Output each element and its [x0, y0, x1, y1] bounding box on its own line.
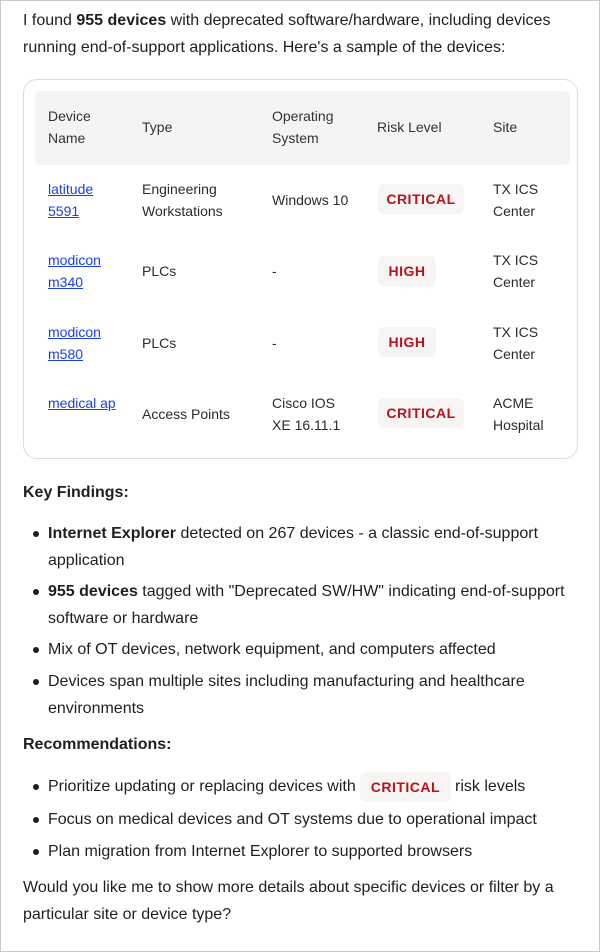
device-site: ACME Hospital — [493, 395, 544, 433]
key-findings-title: Key Findings: — [23, 484, 129, 501]
intro-device-count: 955 devices — [76, 12, 167, 29]
risk-badge: HIGH — [378, 256, 436, 286]
table-header — [35, 91, 570, 165]
bullet-icon — [33, 679, 39, 685]
device-link[interactable]: modicon m340 — [48, 252, 101, 290]
device-type: PLCs — [142, 335, 177, 351]
risk-badge: CRITICAL — [378, 398, 464, 428]
finding-bold: 955 devices — [48, 583, 138, 600]
bullet-icon — [33, 531, 39, 537]
header-type: Type — [142, 119, 173, 135]
device-os: - — [272, 335, 277, 351]
recommendations-title: Recommendations: — [23, 736, 172, 753]
devices-table — [23, 79, 578, 459]
recommendation-text: Plan migration from Internet Explorer to supported browsers — [48, 843, 473, 860]
device-os: - — [272, 263, 277, 279]
header-device-name: Device Name — [48, 108, 91, 146]
device-type: Engineering Workstations — [142, 181, 223, 219]
device-link[interactable]: medical ap — [48, 395, 116, 411]
intro-prefix: I found — [23, 12, 77, 29]
finding-bold: Internet Explorer — [48, 525, 177, 542]
device-type: PLCs — [142, 263, 177, 279]
risk-badge: HIGH — [378, 327, 436, 357]
device-link[interactable]: latitude 5591 — [48, 181, 94, 219]
device-site: TX ICS Center — [493, 324, 539, 362]
device-os: Windows 10 — [272, 192, 349, 208]
bullet-icon — [33, 784, 39, 790]
header-site: Site — [493, 119, 518, 135]
risk-badge: CRITICAL — [378, 184, 464, 214]
recommendation-text: Focus on medical devices and OT systems due to operational impact — [48, 811, 537, 828]
recommendation-text: risk levels — [455, 778, 526, 796]
finding-text: Mix of OT devices, network equipment, and computers affected — [48, 641, 496, 658]
closing-question: Would you like me to show more details about specific devices or filter by a particular site or device type? — [23, 879, 554, 923]
recommendation-text: Prioritize updating or replacing devices with — [48, 778, 356, 796]
device-site: TX ICS Center — [493, 252, 539, 290]
bullet-icon — [33, 849, 39, 855]
finding-text: Devices span multiple sites including manufacturing and healthcare environments — [48, 673, 525, 717]
bullet-icon — [33, 817, 39, 823]
intro-suffix: with deprecated software/hardware, including devices running end-of-support applications. Here's a sample of the devices: — [23, 12, 551, 56]
finding-text: tagged with "Deprecated SW/HW" indicating end-of-support software or hardware — [48, 583, 565, 627]
header-risk-level: Risk Level — [377, 119, 442, 135]
intro-paragraph — [23, 7, 579, 61]
finding-text: detected on 267 devices - a classic end-of-support application — [48, 525, 539, 569]
bullet-icon — [33, 589, 39, 595]
device-link[interactable]: modicon m580 — [48, 324, 101, 362]
risk-badge: CRITICAL — [360, 772, 451, 802]
bullet-icon — [33, 647, 39, 653]
header-operating-system: Operating System — [272, 108, 334, 146]
device-os: Cisco IOS XE 16.11.1 — [272, 395, 341, 433]
device-site: TX ICS Center — [493, 181, 539, 219]
device-type: Access Points — [142, 406, 230, 422]
